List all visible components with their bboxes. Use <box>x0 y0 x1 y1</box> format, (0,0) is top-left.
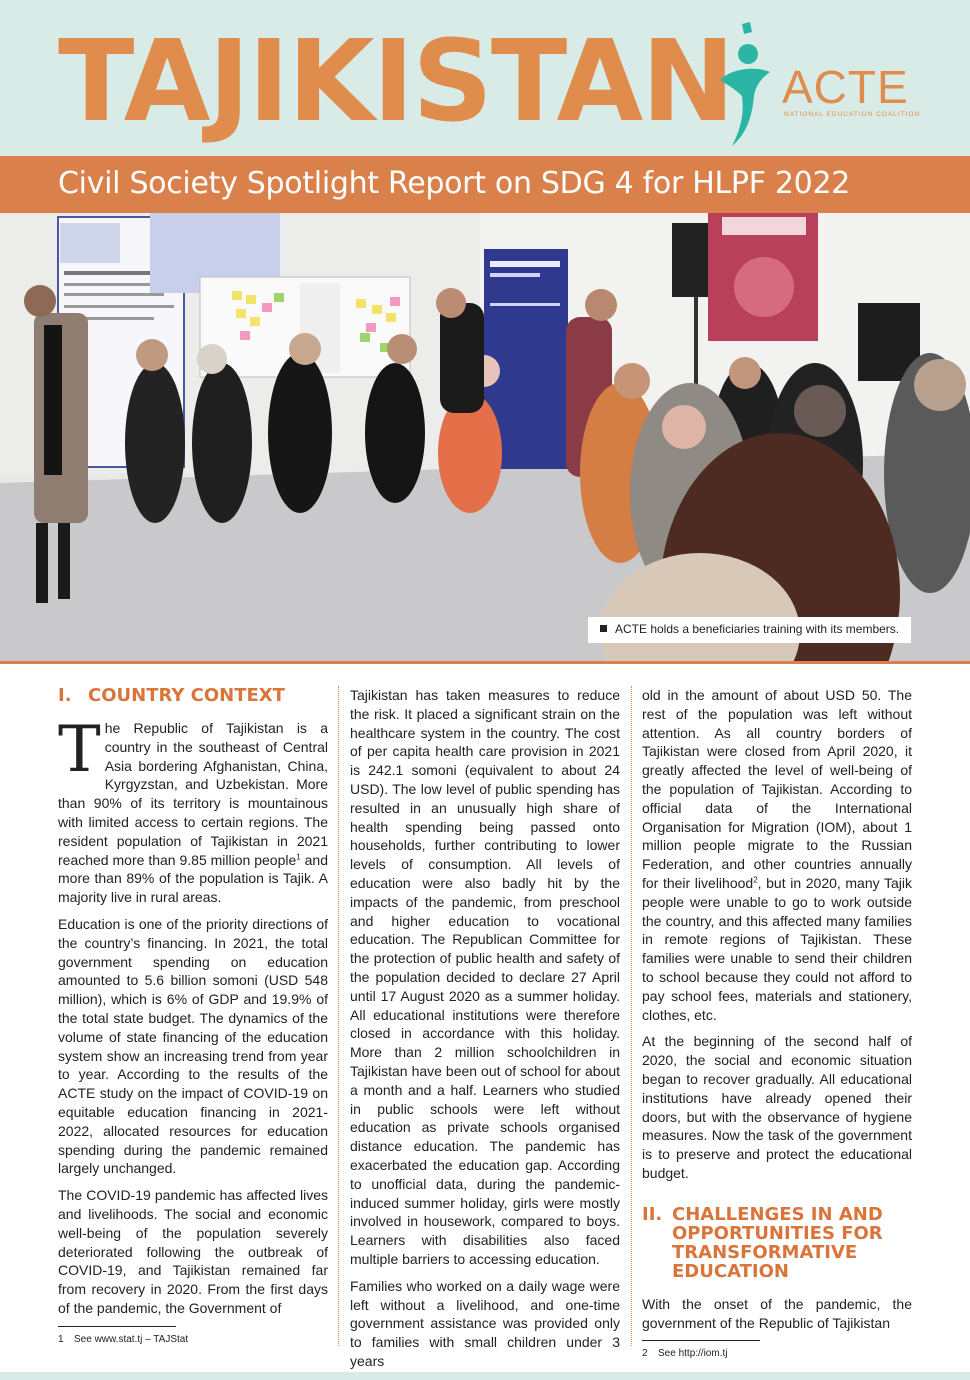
paragraph-1 <box>58 713 329 907</box>
footnote-ref-2: 2 <box>753 875 758 885</box>
photo-bottom-rule <box>0 661 970 664</box>
paragraph-3: The COVID-19 pandemic has affected lives and livelihoods. The social and economic well-being of the population severely deteriorated following the outbreak of COVID-19, and Tajikistan remained far from recovery in 2020. From the first days of the pandemic, the Government of <box>58 1187 328 1316</box>
photo-caption-text: ACTE holds a beneficiaries training with its members. <box>615 622 900 636</box>
acte-figure-icon <box>712 22 784 150</box>
section-2-heading <box>642 1205 912 1281</box>
footnote-ref-1: 1 <box>296 851 301 861</box>
column-3 <box>642 686 912 1361</box>
section-1-title: COUNTRY CONTEXT <box>88 685 285 706</box>
logo-tagline: NATIONAL EDUCATION COALITION <box>784 111 921 118</box>
footnote-2-text: See http://iom.tj <box>658 1348 728 1360</box>
section-1-number: I. <box>58 685 72 706</box>
training-photo <box>0 213 970 661</box>
footnote-1-text: See www.stat.tj – TAJStat <box>74 1333 189 1345</box>
paragraph-6 <box>642 686 912 1024</box>
photo-caption <box>588 617 911 643</box>
subtitle-bar <box>0 156 970 213</box>
column-divider-2 <box>631 686 632 1346</box>
paragraph-1-tail: and more than 89% of the population is Tajik. A majority live in rural areas. <box>58 851 329 906</box>
header-band <box>0 0 970 156</box>
training-photo-illustration <box>0 213 970 661</box>
footnote-2 <box>642 1347 912 1361</box>
footnote-1 <box>58 1333 328 1347</box>
country-title: TAJIKISTAN <box>58 17 733 147</box>
logo-name: ACTE <box>782 61 909 113</box>
paragraph-4: Tajikistan has taken measures to reduce the risk. It placed a significant strain on the healthcare system in the country. The cost of per capita health care provision in 2021 is 242.1 somoni (equivalent to about 24 USD). The low level of public spending has resulted in an unusually high share of health spending being passed onto households, further contributing to lower levels of consumption. All levels of education were also badly hit by the impacts of the pandemic, from preschool and higher education to vocational education. The Republican Committee for the protection of public health and safety of the population decided to declare 27 April until 17 August 2020 as a summer holiday. All educational institutions were therefore closed in accordance with this holiday. More than 2 million schoolchildren in Tajikistan have been out of school for about a month and a half. Learners who studied in public schools were left without education as private schools organised distance education. The pandemic has exacerbated the education gap. According to unofficial data, during the pandemic-induced summer holiday, girls were mostly involved in housework, compared to boys. Learners with disabilities also faced multiple barriers to accessing education. <box>350 687 620 1267</box>
column-2 <box>350 686 620 1379</box>
paragraph-1-text: he Republic of Tajikistan is a country in the southeast of Central Asia bordering Afghanistan, China, Kyrgyzstan, and Uzbekistan. More than 90% of its territory is mountainous with limited access to certain regions. The resident population of Tajikistan in 2021 reached more than 9.85 million people <box>58 720 328 868</box>
caption-bullet-icon <box>600 625 607 632</box>
paragraph-2: Education is one of the priority directions of the country’s financing. In 2021, the total government spending on education amounted to 5.6 billion somoni (USD 548 million), which is 6% of GDP and 19.9% of the total state budget. The dynamics of the volume of state financing of the education system show an increasing trend from year to year. According to the results of the ACTE study on the impact of COVID-19 on equitable education financing in 2021-2022, allocated resources for education spending during the pandemic remained largely unchanged. <box>58 915 328 1177</box>
paragraph-6-text: old in the amount of about USD 50. The rest of the population was left without attention. As all country borders of Tajikistan were closed from April 2020, it greatly affected the level of well-being of the population of Tajikistan. According to official data of the International Organisation for Migration (IOM), about 1 million people migrate to the Russian Federation, and other countries annually for their livelihood <box>642 687 912 891</box>
column-1 <box>58 686 328 1347</box>
section-2-number: II. <box>642 1203 663 1225</box>
dropcap-letter: T <box>58 713 101 787</box>
footnote-1-number: 1 <box>58 1333 64 1345</box>
acte-logo <box>712 22 942 152</box>
paragraph-8: With the onset of the pandemic, the government of the Republic of Tajikistan <box>642 1295 912 1331</box>
column-divider-1 <box>338 686 339 1346</box>
section-2-title: CHALLENGES IN AND OPPORTUNITIES FOR TRANSFORMATIVE EDUCATION <box>672 1203 883 1282</box>
paragraph-7: At the beginning of the second half of 2020, the social and economic situation began to recover gradually. All educational institutions have already opened their doors, but with the observance of hygiene measures. Now the task of the government is to preserve and protect the educational budget. <box>642 1033 912 1181</box>
footnote-rule-2 <box>642 1340 760 1341</box>
footnote-2-number: 2 <box>642 1348 648 1360</box>
paragraph-5: Families who worked on a daily wage were left without a livelihood, and one-time government assistance was provided only to families with small children under 3 years <box>350 1277 620 1369</box>
footnote-rule-1 <box>58 1326 176 1327</box>
bottom-strip <box>0 1372 970 1380</box>
report-subtitle: Civil Society Spotlight Report on SDG 4 for HLPF 2022 <box>58 166 851 201</box>
paragraph-6-tail: , but in 2020, many Tajik people were unable to go to work outside the country, and this affected many families in remote regions of Tajikistan. These families were unable to send their children to school because they could not afford to pay school fees, materials and stationery, clothes, etc. <box>642 874 912 1023</box>
section-1-heading <box>58 686 328 705</box>
